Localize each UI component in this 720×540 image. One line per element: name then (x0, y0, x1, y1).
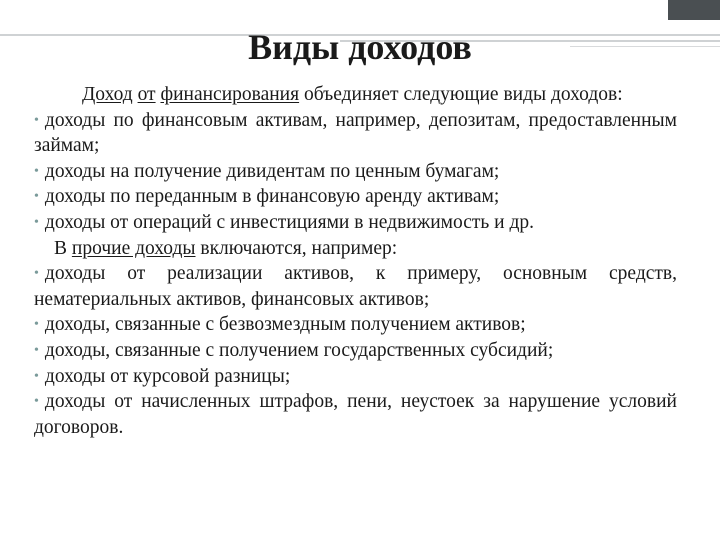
bullet-icon: • (34, 214, 39, 230)
list-item-text: доходы от начисленных штрафов, пени, неустоек за нарушение условий договоров. (34, 391, 677, 438)
list-item (34, 338, 677, 364)
list-item (34, 210, 677, 236)
list-item-text: доходы на получение дивидентам по ценным бумагам; (44, 160, 500, 182)
list-item-text: доходы, связанные с получением государственных субсидий; (44, 339, 554, 361)
intro-underlined-2: от (137, 84, 156, 105)
bullet-icon: • (34, 266, 39, 282)
list-item-text: доходы от реализации активов, к примеру, основным средств, нематериальных активов, финансовых активов; (34, 263, 677, 310)
intro-underlined-1: Доход (82, 84, 133, 105)
bullet-icon: • (34, 163, 39, 179)
list-item (34, 159, 677, 185)
list-item-text: доходы от операций с инвестициями в недвижимость и др. (44, 211, 535, 233)
other-intro (34, 236, 677, 262)
bullet-icon: • (34, 394, 39, 410)
bullet-icon: • (34, 189, 39, 205)
list-item (34, 261, 677, 312)
list-item-text: доходы, связанные с безвозмездным получением активов; (44, 314, 526, 336)
slide-title: Виды доходов (248, 27, 472, 67)
list-item (34, 108, 677, 159)
top-banner-accent (668, 0, 720, 20)
intro-text: объединяет следующие виды доходов: (299, 84, 623, 105)
bullet-icon: • (34, 317, 39, 333)
bullet-icon: • (34, 368, 39, 384)
list-item-text: доходы по переданным в финансовую аренду активам; (44, 186, 500, 208)
intro-underlined-3: финансирования (160, 84, 300, 105)
list-item-text: доходы по финансовым активам, например, депозитам, предоставленным займам; (34, 109, 677, 157)
bullet-icon: • (34, 112, 39, 128)
other-intro-underlined: прочие доходы (71, 237, 196, 259)
list-item (34, 312, 677, 338)
finance-intro (34, 82, 677, 108)
slide-body (34, 82, 677, 440)
list-item (34, 364, 677, 390)
other-intro-pre: В (54, 237, 72, 259)
top-banner (0, 0, 720, 20)
list-item (34, 389, 677, 440)
bullet-icon: • (34, 342, 39, 358)
list-item (34, 184, 677, 210)
other-intro-text: включаются, например: (195, 237, 398, 259)
list-item-text: доходы от курсовой разницы; (44, 365, 291, 387)
